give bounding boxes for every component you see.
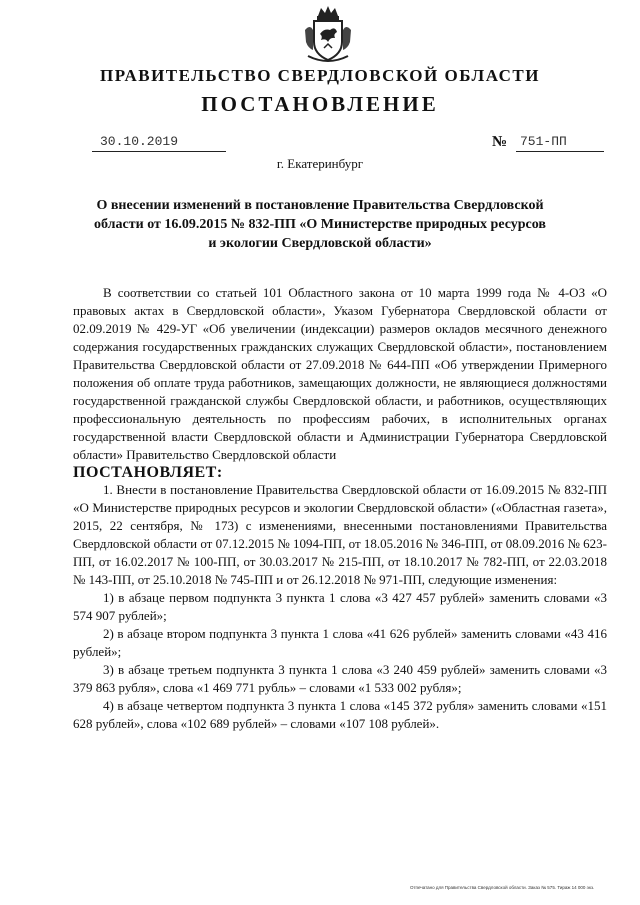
preamble-paragraph: В соответствии со статьей 101 Областного закона от 10 марта 1999 года № 4-ОЗ «О правовых актах в Свердловской области», Указом Губернатора Свердловской области от 02.09.2019 № 429-УГ «Об увеличении (индексации) размеров окладов месячного денежного содержания государственных гражданских служащих Свердловской области», постановлением Правительства Свердловской области от 27.09.2018 № 644-ПП «Об утверждении Примерного положения об оплате труда работников, замещающих должности, не являющиеся должностями государственной гражданской службы Свердловской области, и работников, осуществляющих профессиональную деятельность по профессиям рабочих, в исполнительных органах государственной власти Свердловской области и Администрации Губернатора Свердловской области» Правительство Свердловской области xyxy=(73,285,607,462)
document-number: 751-ПП xyxy=(516,134,604,152)
list-item: 4) в абзаце четвертом подпункта 3 пункта 1 слова «145 372 рубля» заменить словами «151 628 рублей», слова «102 689 рублей» – словами «107 108 рублей». xyxy=(73,698,607,731)
document-type: ПОСТАНОВЛЕНИЕ xyxy=(201,92,439,116)
decree-word: ПОСТАНОВЛЯЕТ: xyxy=(73,464,223,481)
clause-1-paragraph: 1. Внести в постановление Правительства Свердловской области от 16.09.2015 № 832-ПП «О Министерстве природных ресурсов и экологии Свердловской области» («Областная газета», 2015, 22 сентября, № 173) с изменениями, внесенными постановлениями Правительства Свердловской области от 07.12.2015 № 1094-ПП, от 18.05.2016 № 346-ПП, от 08.09.2016 № 623-ПП, от 16.02.2017 № 100-ПП, от 30.03.2017 № 215-ПП, от 18.10.2017 № 782-ПП, от 22.03.2018 № 143-ПП, от 25.10.2018 № 745-ПП и от 26.12.2018 № 971-ПП, следующие изменения: xyxy=(73,482,607,587)
document-title: О внесении изменений в постановление Правительства Свердловской области от 16.09.2015 № 832-ПП «О Министерстве природных ресурсов и экологии Свердловской области» xyxy=(94,198,546,251)
number-sign: № xyxy=(492,134,508,150)
print-footer: Отпечатано для Правительства Свердловской области. Заказ № 575. Тираж 14 000 экз. xyxy=(410,885,595,890)
document-date: 30.10.2019 xyxy=(92,134,226,152)
document-body xyxy=(73,284,607,733)
list-item: 3) в абзаце третьем подпункта 3 пункта 1 слова «3 240 459 рублей» заменить словами «3 379 863 рубля», слова «1 469 771 рубль» – словами «1 533 002 рубля»; xyxy=(73,662,607,695)
list-item: 2) в абзаце втором подпункта 3 пункта 1 слова «41 626 рублей» заменить словами «43 416 рублей»; xyxy=(73,626,607,659)
organization-name: ПРАВИТЕЛЬСТВО СВЕРДЛОВСКОЙ ОБЛАСТИ xyxy=(100,66,540,85)
coat-of-arms-emblem xyxy=(302,4,354,64)
list-item: 1) в абзаце первом подпункта 3 пункта 1 слова «3 427 457 рублей» заменить словами «3 574 907 рублей»; xyxy=(73,590,607,623)
city: г. Екатеринбург xyxy=(276,156,364,171)
